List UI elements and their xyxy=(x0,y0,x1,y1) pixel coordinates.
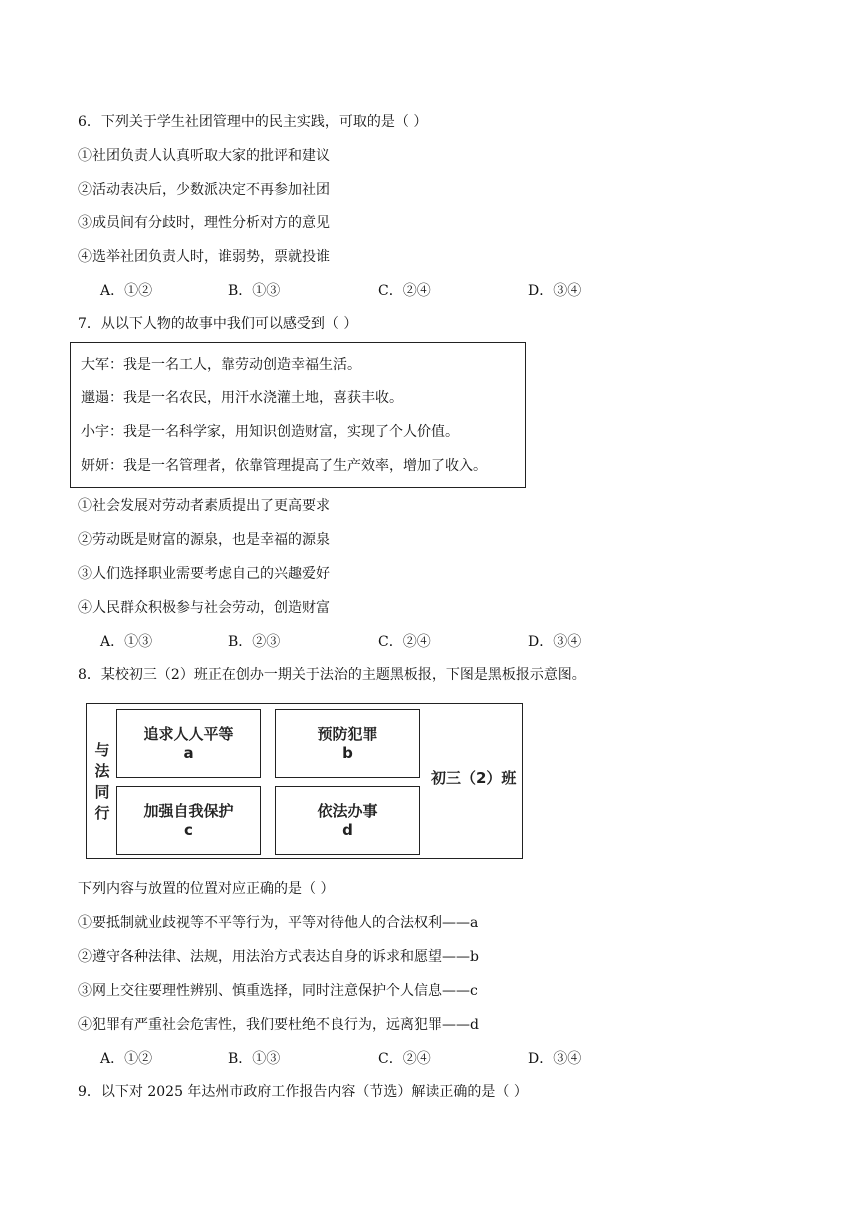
q8-option-b[interactable]: B．①③ xyxy=(228,1051,281,1067)
q7-quote-4: 妍妍：我是一名管理者，依靠管理提高了生产效率，增加了收入。 xyxy=(81,458,487,474)
q6-stem: 6．下列关于学生社团管理中的民主实践，可取的是（ ） xyxy=(78,114,428,130)
q7-stem: 7．从以下人物的故事中我们可以感受到（ ） xyxy=(78,316,358,332)
board-side-char: 同 xyxy=(94,783,110,801)
q7-option-c[interactable]: C．②④ xyxy=(378,634,431,650)
board-side-char: 与 xyxy=(94,741,110,759)
q7-option-a[interactable]: A．①③ xyxy=(100,634,153,650)
q6-statement-4: ④选举社团负责人时，谁弱势，票就投谁 xyxy=(78,249,330,265)
q7-quote-2: 邋遢：我是一名农民，用汗水浇灌土地，喜获丰收。 xyxy=(81,390,403,406)
q7-option-b[interactable]: B．②③ xyxy=(228,634,281,650)
board-cell-title: 依法办事 xyxy=(317,801,378,820)
q7-statement-1: ①社会发展对劳动者素质提出了更高要求 xyxy=(78,498,330,514)
q8-option-c[interactable]: C．②④ xyxy=(378,1051,431,1067)
q6-option-c[interactable]: C．②④ xyxy=(378,283,431,299)
board-cell-letter: a xyxy=(183,743,194,762)
q7-option-d[interactable]: D．③④ xyxy=(528,634,582,650)
board-cell-letter: c xyxy=(184,820,193,839)
q6-option-b[interactable]: B．①③ xyxy=(228,283,281,299)
q6-statement-2: ②活动表决后，少数派决定不再参加社团 xyxy=(78,182,330,198)
board-side-char: 法 xyxy=(94,762,110,780)
q7-statement-3: ③人们选择职业需要考虑自己的兴趣爱好 xyxy=(78,566,330,582)
q7-quote-3: 小宇：我是一名科学家，用知识创造财富，实现了个人价值。 xyxy=(81,424,459,440)
q6-statement-3: ③成员间有分歧时，理性分析对方的意见 xyxy=(78,215,330,231)
board-cell-letter: d xyxy=(342,820,353,839)
board-cell-letter: b xyxy=(342,743,353,762)
q8-option-a[interactable]: A．①② xyxy=(100,1051,153,1067)
q8-prompt: 下列内容与放置的位置对应正确的是（ ） xyxy=(78,881,335,897)
board-cell-c xyxy=(116,786,261,855)
board-side-char: 行 xyxy=(94,804,110,822)
board-cell-title: 预防犯罪 xyxy=(317,724,378,743)
q6-option-d[interactable]: D．③④ xyxy=(528,283,582,299)
q7-statement-4: ④人民群众积极参与社会劳动，创造财富 xyxy=(78,600,330,616)
q6-option-a[interactable]: A．①② xyxy=(100,283,153,299)
q9-stem: 9．以下对 2025 年达州市政府工作报告内容（节选）解读正确的是（ ） xyxy=(78,1084,528,1100)
q8-statement-3: ③网上交往要理性辨别、慎重选择，同时注意保护个人信息——c xyxy=(78,983,478,999)
board-cell-title: 追求人人平等 xyxy=(143,724,234,743)
q7-statement-2: ②劳动既是财富的源泉，也是幸福的源泉 xyxy=(78,532,330,548)
q8-option-d[interactable]: D．③④ xyxy=(528,1051,582,1067)
board-side-title xyxy=(91,740,113,824)
q8-statement-4: ④犯罪有严重社会危害性，我们要杜绝不良行为，远离犯罪——d xyxy=(78,1017,479,1033)
board-cell-d xyxy=(275,786,420,855)
board-cell-a xyxy=(116,709,261,778)
board-cell-title: 加强自我保护 xyxy=(143,801,234,820)
q8-statement-1: ①要抵制就业歧视等不平等行为，平等对待他人的合法权利——a xyxy=(78,915,479,931)
q8-statement-2: ②遵守各种法律、法规，用法治方式表达自身的诉求和愿望——b xyxy=(78,949,479,965)
blackboard-diagram xyxy=(86,703,523,859)
q7-quote-1: 大军：我是一名工人，靠劳动创造幸福生活。 xyxy=(81,357,361,373)
board-cell-b xyxy=(275,709,420,778)
board-class-label: 初三（2）班 xyxy=(431,769,517,787)
q6-statement-1: ①社团负责人认真听取大家的批评和建议 xyxy=(78,148,330,164)
q8-stem: 8．某校初三（2）班正在创办一期关于法治的主题黑板报，下图是黑板报示意图。 xyxy=(78,667,586,683)
q7-quote-box xyxy=(70,342,526,488)
